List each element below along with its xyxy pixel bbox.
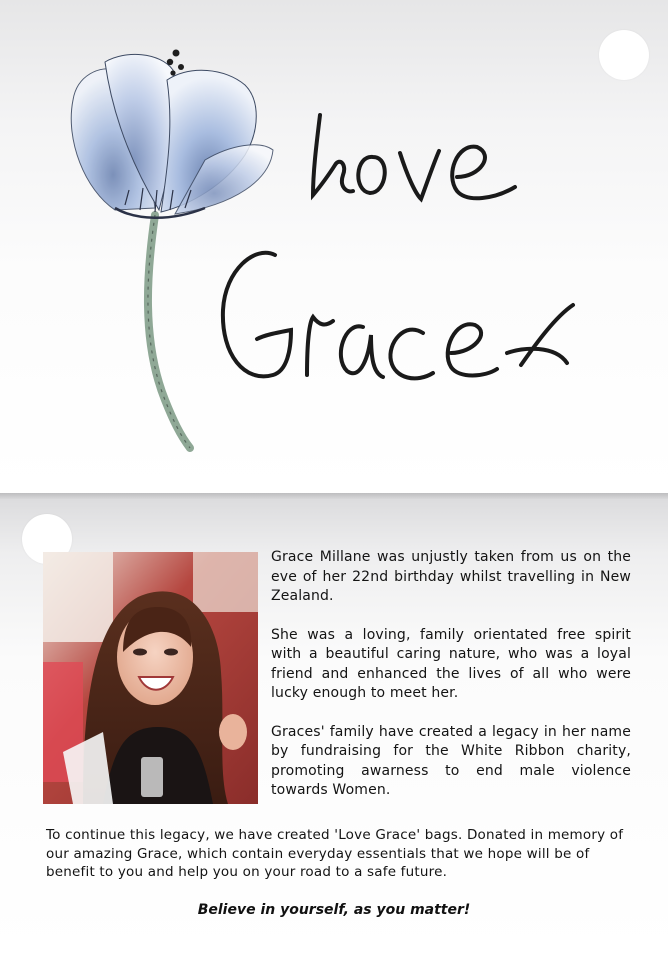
story-paragraph-1: Grace Millane was unjustly taken from us on the eve of her 22nd birthday whilst travelling in New Zealand. — [271, 549, 631, 604]
love-grace-script-heading — [195, 95, 615, 405]
story-paragraph-3: Graces' family have created a legacy in her name by fundraising for the White Ribbon charity, promoting awarness to end male violence towards Women. — [271, 723, 631, 798]
punch-hole-top — [599, 30, 649, 80]
story-text — [271, 548, 631, 820]
legacy-paragraph: To continue this legacy, we have created 'Love Grace' bags. Donated in memory of our amazing Grace, which contain everyday essentials that we hope will be of benefit to you and help you on your road to a safe future. — [46, 827, 624, 880]
tagline: Believe in yourself, as you matter! — [197, 902, 471, 918]
story-paragraph-2: She was a loving, family orientated free spirit with a beautiful caring nature, who was a loyal friend and enhanced the lives of all who were lucky enough to meet her. — [271, 626, 631, 701]
grace-portrait-photo — [43, 552, 258, 804]
